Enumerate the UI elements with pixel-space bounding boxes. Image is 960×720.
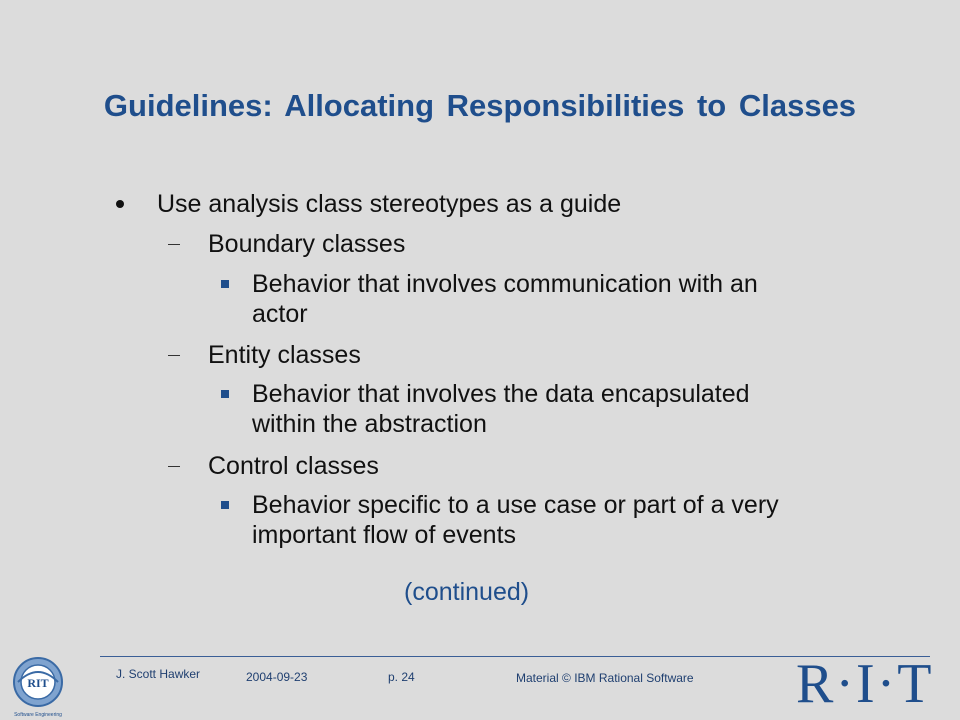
bullet-level2-entity: Entity classes	[208, 341, 361, 369]
bullet-level3: Behavior specific to a use case or part of a very	[252, 491, 779, 519]
footer-copyright: Material © IBM Rational Software	[516, 671, 694, 685]
bullet-level3-cont: actor	[252, 300, 308, 328]
rit-wordmark-logo: R·I·T	[796, 653, 934, 715]
footer-page-number: p. 24	[388, 670, 415, 684]
bullet-level1: Use analysis class stereotypes as a guide	[157, 190, 622, 218]
dash-icon	[168, 244, 180, 245]
dash-icon	[168, 355, 180, 356]
bullet-level3-cont: within the abstraction	[252, 410, 487, 438]
logo-text: RIT	[27, 676, 49, 690]
bullet-level3: Behavior that involves the data encapsulated	[252, 380, 750, 408]
dash-icon	[168, 466, 180, 467]
square-bullet-icon	[221, 501, 229, 509]
bullet-dot-icon	[116, 200, 124, 208]
bullet-level3: Behavior that involves communication with an	[252, 270, 758, 298]
slide-title: Guidelines: Allocating Responsibilities to Classes	[103, 88, 857, 123]
bullet-level2-control: Control classes	[208, 452, 379, 480]
footer-date: 2004-09-23	[246, 670, 308, 684]
logo-caption: Software Engineering	[14, 712, 62, 718]
continued-note: (continued)	[404, 578, 530, 606]
bullet-level2-boundary: Boundary classes	[208, 230, 406, 258]
footer-author: J. Scott Hawker	[116, 667, 201, 681]
rit-seal-logo-icon	[8, 656, 68, 718]
square-bullet-icon	[221, 280, 229, 288]
square-bullet-icon	[221, 390, 229, 398]
bullet-level3-cont: important flow of events	[252, 521, 517, 549]
